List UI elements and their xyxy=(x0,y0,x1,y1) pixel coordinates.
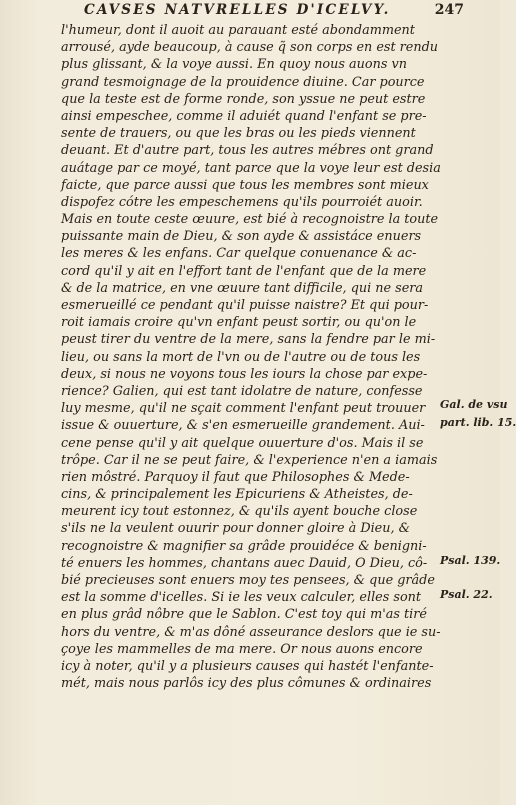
text-line: en plus grâd nôbre que le Sablon. C'est toy qui m'as tiré xyxy=(61,607,427,623)
text-line: rience? Galien, qui est tant idolatre de nature, confesse xyxy=(61,383,423,399)
text-line: trôpe. Car il ne se peut faire, & l'experience n'en a iamais xyxy=(61,452,438,468)
text-line: cord qu'il y ait en l'effort tant de l'enfant que de la mere xyxy=(61,263,427,279)
page-number: 247 xyxy=(434,2,464,18)
running-head: CAVSES NATVRELLES D'ICELVY. xyxy=(84,2,391,18)
text-line: çoye les mammelles de ma mere. Or nous auons encore xyxy=(61,641,423,657)
text-line: mét, mais nous parlôs icy des plus cômunes & ordinaires xyxy=(61,676,432,692)
text-line: & de la matrice, en vne œuure tant difficile, qui ne sera xyxy=(61,280,424,296)
text-line: les meres & les enfans. Car quelque conuenance & ac- xyxy=(61,246,417,262)
text-line: té enuers les hommes, chantans auec Dauid, O Dieu, cô- xyxy=(61,555,428,571)
text-line: auátage par ce moyé, tant parce que la voye leur est desia xyxy=(61,160,441,176)
text-line: faicte, que parce aussi que tous les membres sont mieux xyxy=(61,177,429,193)
text-line: meurent icy tout estonnez, & qu'ils ayent bouche close xyxy=(61,504,418,520)
text-line: esmerueillé ce pendant qu'il puisse naistre? Et qui pour- xyxy=(61,298,429,313)
text-line: plus glissant, & la voye aussi. En quoy nous auons vn xyxy=(61,57,407,73)
text-line: arrousé, ayde beaucoup, à cause q̃ son corps en est rendu xyxy=(61,40,439,56)
page-header xyxy=(84,2,464,20)
text-line: deuant. Et d'autre part, tous les autres mébres ont grand xyxy=(61,143,434,159)
text-line: l'humeur, dont il auoit au parauant esté abondamment xyxy=(61,23,415,38)
text-line: Mais en toute ceste œuure, est bié à recognoistre la toute xyxy=(61,212,439,228)
text-line: cene pense qu'il y ait quelque ouuerture d'os. Mais il se xyxy=(61,435,424,451)
text-line: peust tirer du ventre de la mere, sans la fendre par le mi- xyxy=(61,332,436,348)
text-line: lieu, ou sans la mort de l'vn ou de l'autre ou de tous les xyxy=(61,349,421,365)
text-line: sente de trauers, ou que les bras ou les pieds viennent xyxy=(61,126,416,142)
text-line: hors du ventre, & m'as dôné asseurance deslors que ie su- xyxy=(61,624,441,640)
text-line: rien môstré. Parquoy il faut que Philosophes & Mede- xyxy=(61,469,410,485)
text-line: icy à noter, qu'il y a plusieurs causes qui hastét l'enfante- xyxy=(61,658,434,674)
text-line: grand tesmoignage de la prouidence diuine. Car pource xyxy=(61,74,425,90)
text-line: ainsi empeschee, comme il aduiét quand l'enfant se pre- xyxy=(61,108,427,124)
text-line: luy mesme, qu'il ne sçait comment l'enfant peut trouuer xyxy=(61,401,426,417)
text-line: bié precieuses sont enuers moy tes pensees, & que grâde xyxy=(61,573,435,588)
text-line: puissante main de Dieu, & son ayde & assistáce enuers xyxy=(61,229,422,245)
text-line: que la teste est de forme ronde, son yssue ne peut estre xyxy=(61,91,426,107)
margin-note-galen: Gal. de vsu xyxy=(440,398,508,411)
margin-note-psalm-22: Psal. 22. xyxy=(440,588,493,601)
margin-note-psalm-139: Psal. 139. xyxy=(440,554,501,567)
text-line: recognoistre & magnifier sa grâde prouidéce & benigni- xyxy=(61,538,427,554)
margin-note-galen-ref: part. lib. 15. xyxy=(440,416,516,429)
text-line: est la somme d'icelles. Si ie les veux calculer, elles sont xyxy=(61,590,422,606)
text-line: cins, & principalement les Epicuriens & Atheistes, de- xyxy=(61,487,413,503)
text-line: roit iamais croire qu'vn enfant peust sortir, ou qu'on le xyxy=(61,315,417,331)
text-line: deux, si nous ne voyons tous les iours la chose par expe- xyxy=(61,366,428,382)
body-text xyxy=(61,22,441,692)
text-line: s'ils ne la veulent ouurir pour donner gloire à Dieu, & xyxy=(61,521,411,537)
text-line: dispofez cótre les empeschemens qu'ils pourroiét auoir. xyxy=(61,194,423,210)
text-line: issue & ouuerture, & s'en esmerueille grandement. Aui- xyxy=(61,418,425,434)
